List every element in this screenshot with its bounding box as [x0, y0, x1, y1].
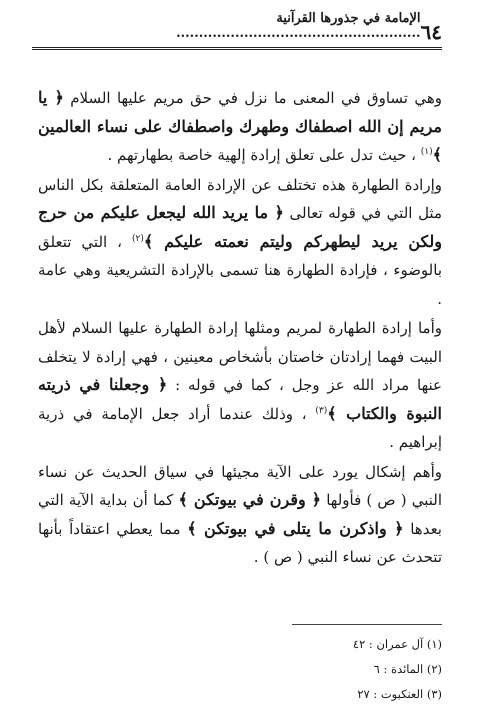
paragraph-text: مما يعطي اعتقاداً بأنها تتحدث عن نساء النبي ( ص ) .	[38, 519, 442, 566]
paragraph-text: كما أن بداية الآية التي بعدها	[38, 491, 442, 538]
paragraph-4	[38, 458, 442, 572]
paragraph-text: ، التي تتعلق بالوضوء ، فإرادة الطهارة هنا تسمى بالإرادة التشريعية وهي عامة .	[38, 232, 442, 308]
paragraph-text: ، وذلك عندما أراد جعل الإمامة في ذرية إبراهيم .	[38, 404, 442, 451]
header-rule	[32, 47, 442, 50]
paragraph-text: ، حيث تدل على تعلق إرادة إلهية خاصة بطهارتهم .	[107, 146, 421, 164]
paragraph-text: وأهم إشكال يورد على الآية مجيئها في سياق الحديث عن نساء النبي ( ص ) فأولها	[38, 462, 443, 509]
footnote-ref: (٢)	[132, 233, 144, 244]
footnote-2: (٢) المائدة : ٦	[373, 662, 442, 676]
paragraph-text: وهي تساوق في المعنى ما نزل في حق مريم عليها السلام	[63, 89, 443, 107]
paragraph-text: وإرادة الطهارة هذه تختلف عن الإرادة العامة المتعلقة بكل الناس مثل التي في قوله تعالى	[38, 175, 442, 222]
page-number: ٦٤	[420, 20, 442, 44]
paragraph-3	[38, 314, 442, 457]
paragraph-2	[38, 171, 442, 314]
main-text	[38, 84, 442, 573]
quran-verse: ﴿ وجعلنا في ذريته النبوة والكتاب ﴾	[38, 375, 443, 423]
footnote-1: (١) آل عمران : ٤٢	[352, 637, 442, 651]
quran-verse: ﴿ ما يريد الله ليجعل عليكم من حرج ولكن يريد ليطهركم وليتم نعمته عليكم ﴾	[38, 203, 442, 251]
page-header	[32, 11, 442, 48]
quran-verse: ﴿ يا مريم إن الله اصطفاك وطهرك واصطفاك على نساء العالمين ﴾	[38, 88, 442, 164]
footnote-ref: (٣)	[315, 405, 328, 416]
paragraph-text: وأما إرادة الطهارة لمريم ومثلها إرادة الطهارة عليها السلام لأهل البيت فهما إرادتان خاصتان بأشخاص معينين ، فهي إرادة لا يتخلف عنها مراد الله عز وجل ، كما في قوله :	[38, 319, 442, 394]
footnote-rule	[292, 624, 442, 625]
paragraph-1	[38, 84, 442, 170]
footnotes	[200, 632, 442, 707]
quran-verse: ﴿ وقرن في بيوتكن ﴾	[178, 490, 322, 509]
footnote-ref: (١)	[420, 147, 433, 157]
running-title: الإمامة في جذورها القرآنية ......................................................	[176, 11, 421, 41]
quran-verse: ﴿ واذكرن ما يتلى في بيوتكن ﴾	[187, 518, 404, 538]
footnote-3: (٣) العنكبوت : ٢٧	[357, 687, 442, 701]
